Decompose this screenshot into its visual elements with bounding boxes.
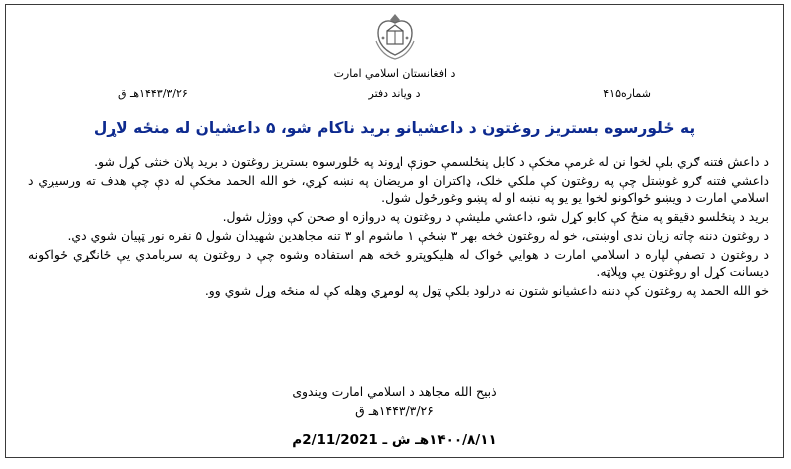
signatory-name: ذبیح الله مجاهد د اسلامي امارت ویندوی — [292, 384, 497, 399]
statement-title: په ځلورسوه بستریز روغتون د داعشیانو برید ناکام شو، ۵ داعشیان له منځه لاړل — [93, 119, 696, 137]
statement-body — [28, 153, 769, 301]
paragraph: د روغتون دننه چاته زیان ندی اوښتی، خو له روغتون څخه بهر ۳ ښځې ۱ ماشوم او ۳ تنه مجاهدین شهیدان شول ۵ نفره نور ټپیان شوي دي. — [67, 228, 769, 243]
emirate-name: د افغانستان اسلامي امارت — [333, 67, 456, 80]
signature-hijri-date: ۱۴۴۳/۳/۲۶هـ ق — [355, 403, 434, 418]
emblem-icon — [372, 11, 418, 61]
paragraph: د داعش فتنه ګري بلې لخوا نن له غرمې مخکې د کابل پنځلسمې حوزې اړوند په ځلورسوه بستریز روغتون د برید پلان خنثی کړل شو. — [94, 154, 769, 169]
paragraph: د روغتون د تصفې لپاره د اسلامي امارت د هوایي ځواک له هلیکوپترو څخه هم استفاده وشوه چې د روغتون په سربامدي يې ځانګړي ځواکونه دیسانت کړل او روغتون یې وپلاټه. — [28, 247, 769, 279]
document-number: شماره۴۱۵ — [603, 87, 651, 100]
statement-document — [5, 4, 784, 458]
signature-dates: ۱۴۰۰/۸/۱۱هـ ش ـ 2/11/2021م — [292, 432, 497, 448]
office-label: د ویاند دفتر — [368, 87, 421, 100]
paragraph: خو الله الحمد په روغتون کې دننه داعشیانو شتون نه درلود بلکې ټول په لومړي وهله کې له منځه وړل شوي وو. — [204, 283, 769, 298]
header-date: ۱۴۴۳/۳/۲۶هـ ق — [118, 87, 188, 100]
paragraph: برید د پنځلسو دقیقو په منځ کې کابو کړل شو، داعشي ملیشې د روغتون په دروازه او صحن کې ووژل شول. — [222, 209, 769, 224]
paragraph: داعشي فتنه ګرو غوښتل چې په روغتون کې ملکي خلک، ډاکتران او مریضان په نښه کړي، خو الله الحمد مخکې له دې چې هدف ته ورسیږي د اسلامي امارت د ویښو ځواکونو لخوا یو یو په نښه او له پښو وغورځول شول. — [28, 173, 769, 205]
